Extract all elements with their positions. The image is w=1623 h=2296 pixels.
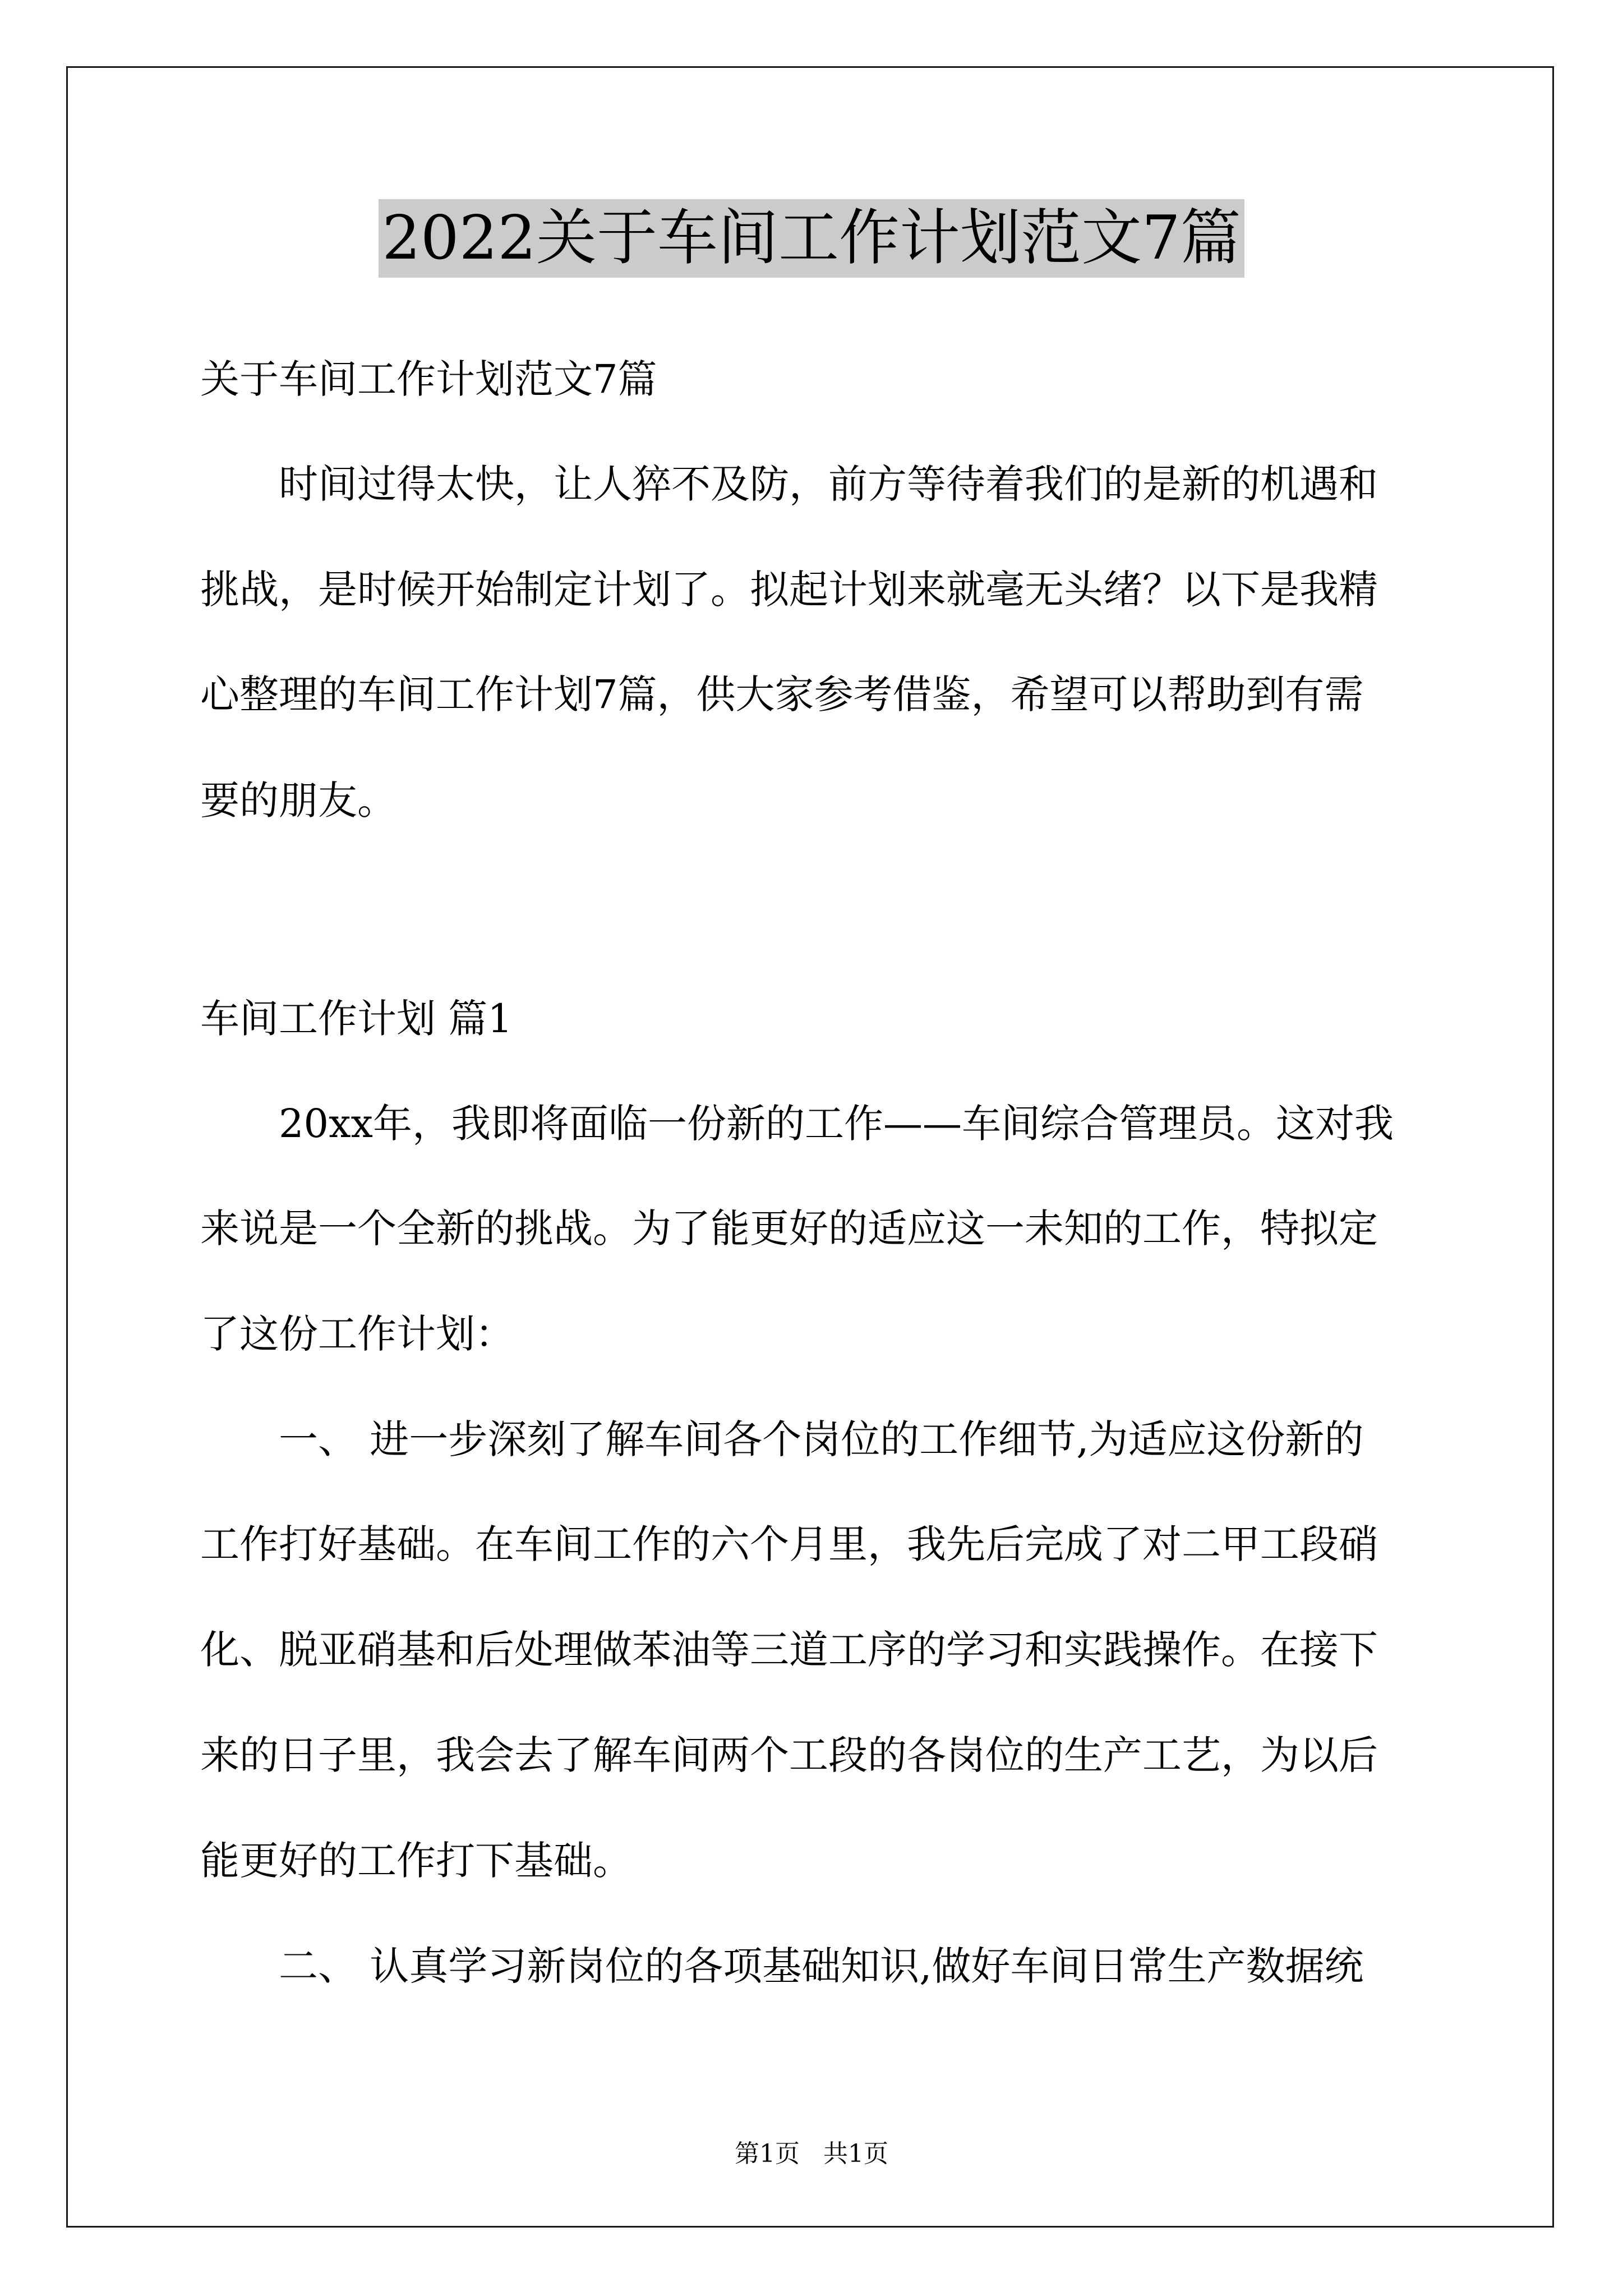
paragraph-line: 来的日子里，我会去了解车间两个工段的各岗位的生产工艺，为以后 [200,1732,1378,1778]
paragraph-line: 化、脱亚硝基和后处理做苯油等三道工序的学习和实践操作。在接下 [200,1627,1378,1673]
paragraph-line: 一、 进一步深刻了解车间各个岗位的工作细节,为适应这份新的 [279,1416,1364,1462]
paragraph-line: 20xx年，我即将面临一份新的工作——车间综合管理员。这对我 [279,1101,1394,1147]
paragraph-line: 要的朋友。 [200,777,396,823]
document-title: 2022关于车间工作计划范文7篇 [379,199,1244,278]
paragraph-line: 来说是一个全新的挑战。为了能更好的适应这一未知的工作，特拟定 [200,1205,1378,1251]
page-footer: 第1页 共1页 [735,2139,888,2168]
paragraph-line: 二、 认真学习新岗位的各项基础知识,做好车间日常生产数据统 [279,1943,1364,1989]
section-heading: 车间工作计划 篇1 [200,996,513,1042]
paragraph-line: 能更好的工作打下基础。 [200,1838,632,1884]
title-container [0,199,1623,278]
paragraph-line: 工作打好基础。在车间工作的六个月里，我先后完成了对二甲工段硝 [200,1521,1378,1567]
document-subtitle: 关于车间工作计划范文7篇 [200,356,657,402]
paragraph-line: 时间过得太快，让人猝不及防，前方等待着我们的是新的机遇和 [279,461,1378,507]
paragraph-line: 挑战，是时候开始制定计划了。拟起计划来就毫无头绪？以下是我精 [200,567,1378,613]
paragraph-line: 心整理的车间工作计划7篇，供大家参考借鉴，希望可以帮助到有需 [200,671,1364,717]
paragraph-line: 了这份工作计划： [200,1311,514,1357]
